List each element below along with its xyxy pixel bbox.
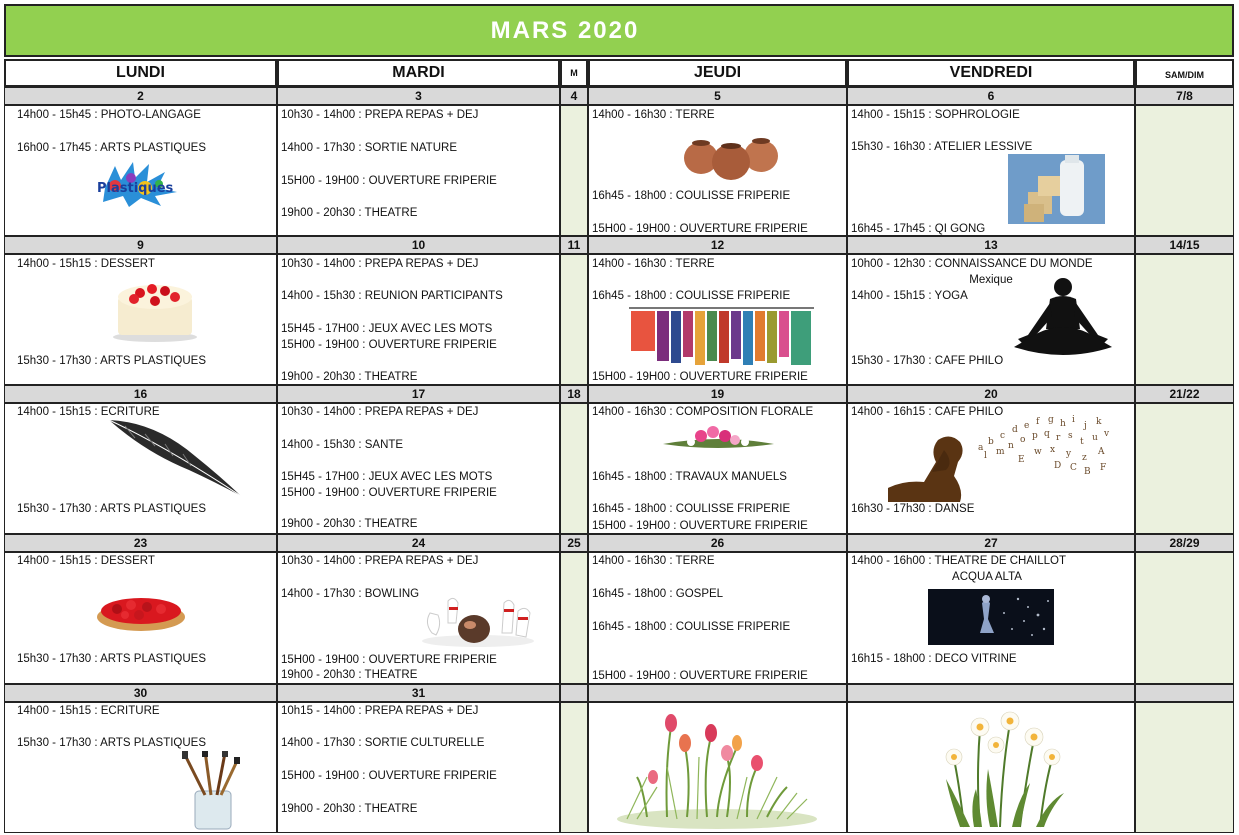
event-note: ACQUA ALTA xyxy=(952,571,1022,583)
paint-splash-logo xyxy=(85,158,185,208)
event: 14h00 - 15h15 : SOPHROLOGIE xyxy=(851,109,1020,121)
event: 15h30 - 17h30 : ARTS PLASTIQUES xyxy=(17,737,207,749)
day-number: 10 xyxy=(277,236,560,254)
day-cell-weekend xyxy=(1135,702,1234,833)
event: 16h30 - 17h30 : DANSE xyxy=(851,503,975,515)
event: 15H00 - 19H00 : OUVERTURE FRIPERIE xyxy=(281,487,497,499)
event: 16h45 - 18h00 : COULISSE FRIPERIE xyxy=(592,503,791,515)
day-cell-weekend xyxy=(1135,105,1234,236)
day-cell-vendredi xyxy=(847,702,1135,833)
event: 19h00 - 20h30 : THEATRE xyxy=(281,518,418,530)
event: 16h45 - 18h00 : COULISSE FRIPERIE xyxy=(592,190,791,202)
day-number: 30 xyxy=(4,684,277,702)
event: 16h45 - 18h00 : COULISSE FRIPERIE xyxy=(592,621,791,633)
flower-arrangement-icon xyxy=(661,422,776,456)
dance-stage-photo-icon xyxy=(928,589,1054,645)
svg-text:n: n xyxy=(1008,441,1014,451)
day-number: 16 xyxy=(4,385,277,403)
strawberry-cake-icon xyxy=(110,277,200,343)
header-lundi: LUNDI xyxy=(4,59,277,87)
day-number: 28/29 xyxy=(1135,534,1234,552)
day-cell-vendredi xyxy=(847,403,1135,534)
day-cell-mercredi xyxy=(560,702,588,833)
svg-text:A: A xyxy=(1098,447,1105,457)
svg-text:s: s xyxy=(1068,431,1073,441)
svg-text:o: o xyxy=(1020,435,1026,445)
calendar-title-bar xyxy=(4,4,1234,57)
svg-text:f: f xyxy=(1036,417,1040,427)
day-number: 20 xyxy=(847,385,1135,403)
day-cell-weekend xyxy=(1135,254,1234,385)
event: 15h30 - 17h30 : CAFE PHILO xyxy=(851,355,1004,367)
day-cell-mercredi xyxy=(560,403,588,534)
svg-text:e: e xyxy=(1024,421,1030,431)
daffodils-icon xyxy=(940,709,1070,829)
day-number: 24 xyxy=(277,534,560,552)
event: 10h30 - 14h00 : PREPA REPAS + DEJ xyxy=(281,406,479,418)
svg-text:w: w xyxy=(1034,447,1042,457)
event: 15H00 - 19H00 : OUVERTURE FRIPERIE xyxy=(592,670,808,682)
day-cell-lundi xyxy=(4,552,277,684)
event: 15H45 - 17H00 : JEUX AVEC LES MOTS xyxy=(281,471,493,483)
day-number: 13 xyxy=(847,236,1135,254)
day-number: 18 xyxy=(560,385,588,403)
event: 15h30 - 17h30 : ARTS PLASTIQUES xyxy=(17,653,207,665)
event: 14h00 - 17h30 : SORTIE CULTURELLE xyxy=(281,737,485,749)
day-cell-weekend xyxy=(1135,552,1234,684)
svg-text:b: b xyxy=(988,437,994,447)
event: 10h00 - 12h30 : CONNAISSANCE DU MONDE xyxy=(851,258,1093,270)
day-cell-jeudi xyxy=(588,403,847,534)
day-number: 26 xyxy=(588,534,847,552)
day-number: 2 xyxy=(4,87,277,105)
day-cell-mardi xyxy=(277,702,560,833)
header-mercredi: M xyxy=(560,59,588,87)
day-number: 17 xyxy=(277,385,560,403)
event: 15H45 - 17H00 : JEUX AVEC LES MOTS xyxy=(281,323,493,335)
day-number: 14/15 xyxy=(1135,236,1234,254)
event: 16h45 - 18h00 : GOSPEL xyxy=(592,588,724,600)
day-number: 11 xyxy=(560,236,588,254)
svg-text:j: j xyxy=(1084,421,1087,431)
day-cell-mardi xyxy=(277,552,560,684)
day-cell-lundi xyxy=(4,105,277,236)
event: 16h00 - 17h45 : ARTS PLASTIQUES xyxy=(17,142,207,154)
day-number xyxy=(847,684,1135,702)
svg-text:E: E xyxy=(1018,455,1025,465)
bowling-pins-icon xyxy=(418,593,544,649)
clay-pots-icon xyxy=(681,134,781,182)
clothes-rack-icon xyxy=(629,305,814,367)
day-cell-jeudi xyxy=(588,254,847,385)
day-number: 27 xyxy=(847,534,1135,552)
event: 15h30 - 17h30 : ARTS PLASTIQUES xyxy=(17,355,207,367)
svg-text:l: l xyxy=(984,451,987,461)
header-mardi: MARDI xyxy=(277,59,560,87)
event: 15h30 - 16h30 : ATELIER LESSIVE xyxy=(851,141,1033,153)
day-number: 5 xyxy=(588,87,847,105)
event: 14h00 - 15h15 : YOGA xyxy=(851,290,968,302)
quill-feather-icon xyxy=(105,416,245,501)
event: 19h00 - 20h30 : THEATRE xyxy=(281,669,418,681)
day-number: 7/8 xyxy=(1135,87,1234,105)
event: 16h45 - 18h00 : TRAVAUX MANUELS xyxy=(592,471,787,483)
event: 10h30 - 14h00 : PREPA REPAS + DEJ xyxy=(281,555,479,567)
day-number: 31 xyxy=(277,684,560,702)
day-cell-jeudi xyxy=(588,552,847,684)
event: 14h00 - 16h30 : TERRE xyxy=(592,109,715,121)
event: 14h00 - 15h45 : PHOTO-LANGAGE xyxy=(17,109,201,121)
day-number xyxy=(588,684,847,702)
event: 10h15 - 14h00 : PREPA REPAS + DEJ xyxy=(281,705,479,717)
svg-text:D: D xyxy=(1054,461,1062,471)
event: 15H00 - 19H00 : OUVERTURE FRIPERIE xyxy=(592,371,808,383)
event: 14h00 - 15h15 : DESSERT xyxy=(17,555,155,567)
event: 16h15 - 18h00 : DECO VITRINE xyxy=(851,653,1017,665)
event: 15H00 - 19H00 : OUVERTURE FRIPERIE xyxy=(281,770,497,782)
event: 14h00 - 16h30 : TERRE xyxy=(592,258,715,270)
calendar-title: MARS 2020 xyxy=(490,16,640,44)
event: 15H00 - 19H00 : OUVERTURE FRIPERIE xyxy=(592,520,808,532)
svg-text:g: g xyxy=(1048,415,1054,425)
event: 15H00 - 19H00 : OUVERTURE FRIPERIE xyxy=(281,175,497,187)
svg-text:d: d xyxy=(1012,425,1018,435)
event: 19h00 - 20h30 : THEATRE xyxy=(281,371,418,383)
event: 14h00 - 15h30 : SANTE xyxy=(281,439,404,451)
day-number xyxy=(1135,684,1234,702)
day-cell-mardi xyxy=(277,403,560,534)
svg-text:q: q xyxy=(1044,429,1050,439)
day-number: 9 xyxy=(4,236,277,254)
day-number: 4 xyxy=(560,87,588,105)
day-cell-weekend xyxy=(1135,403,1234,534)
day-number: 23 xyxy=(4,534,277,552)
milk-bottle-soap-icon xyxy=(1008,154,1105,224)
header-vendredi: VENDREDI xyxy=(847,59,1135,87)
lundi-logo-text: Plastiques xyxy=(97,181,174,196)
event: 14h00 - 16h00 : THEATRE DE CHAILLOT xyxy=(851,555,1066,567)
event: 16h45 - 18h00 : COULISSE FRIPERIE xyxy=(592,290,791,302)
day-cell-vendredi xyxy=(847,254,1135,385)
day-number: 21/22 xyxy=(1135,385,1234,403)
yoga-silhouette-icon xyxy=(1008,277,1118,361)
svg-text:B: B xyxy=(1084,467,1091,477)
header-weekend: SAM/DIM xyxy=(1135,59,1234,87)
day-number: 12 xyxy=(588,236,847,254)
day-number: 19 xyxy=(588,385,847,403)
day-cell-jeudi xyxy=(588,702,847,833)
tulips-grass-icon xyxy=(607,707,827,831)
event: 14h00 - 15h15 : ECRITURE xyxy=(17,406,160,418)
svg-text:m: m xyxy=(996,447,1005,457)
svg-text:F: F xyxy=(1100,463,1107,473)
event-note: Mexique xyxy=(969,274,1013,286)
day-cell-mardi xyxy=(277,105,560,236)
event: 14h00 - 15h15 : ECRITURE xyxy=(17,705,160,717)
day-cell-lundi xyxy=(4,702,277,833)
svg-text:c: c xyxy=(1000,431,1006,441)
event: 15H00 - 19H00 : OUVERTURE FRIPERIE xyxy=(281,654,497,666)
header-jeudi: JEUDI xyxy=(588,59,847,87)
day-cell-vendredi xyxy=(847,552,1135,684)
svg-text:r: r xyxy=(1056,433,1061,443)
event: 15H00 - 19H00 : OUVERTURE FRIPERIE xyxy=(592,223,808,235)
event: 14h00 - 17h30 : BOWLING xyxy=(281,588,420,600)
event: 10h30 - 14h00 : PREPA REPAS + DEJ xyxy=(281,109,479,121)
day-cell-mardi xyxy=(277,254,560,385)
day-number: 3 xyxy=(277,87,560,105)
day-number: 6 xyxy=(847,87,1135,105)
event: 14h00 - 15h30 : REUNION PARTICIPANTS xyxy=(281,290,503,302)
event: 19h00 - 20h30 : THEATRE xyxy=(281,207,418,219)
svg-text:u: u xyxy=(1092,433,1098,443)
event: 14h00 - 16h30 : COMPOSITION FLORALE xyxy=(592,406,814,418)
event: 14h00 - 16h30 : TERRE xyxy=(592,555,715,567)
thinker-letters-icon xyxy=(884,410,1116,502)
svg-text:C: C xyxy=(1070,463,1077,473)
event: 15h30 - 17h30 : ARTS PLASTIQUES xyxy=(17,503,207,515)
day-cell-mercredi xyxy=(560,552,588,684)
event: 14h00 - 17h30 : SORTIE NATURE xyxy=(281,142,457,154)
svg-text:h: h xyxy=(1060,419,1066,429)
day-cell-lundi xyxy=(4,254,277,385)
day-cell-lundi xyxy=(4,403,277,534)
svg-text:x: x xyxy=(1050,445,1056,455)
svg-text:y: y xyxy=(1066,449,1072,459)
event: 19h00 - 20h30 : THEATRE xyxy=(281,803,418,815)
svg-text:t: t xyxy=(1080,437,1084,447)
paintbrushes-jar-icon xyxy=(175,751,245,831)
strawberry-tart-icon xyxy=(95,587,187,635)
event: 16h45 - 17h45 : QI GONG xyxy=(851,223,986,235)
day-number xyxy=(560,684,588,702)
event: 10h30 - 14h00 : PREPA REPAS + DEJ xyxy=(281,258,479,270)
event: 15H00 - 19H00 : OUVERTURE FRIPERIE xyxy=(281,339,497,351)
svg-text:p: p xyxy=(1032,431,1038,441)
svg-text:z: z xyxy=(1082,453,1087,463)
svg-text:i: i xyxy=(1072,415,1075,425)
day-cell-mercredi xyxy=(560,105,588,236)
event: 14h00 - 16h15 : CAFE PHILO xyxy=(851,406,1004,418)
day-cell-jeudi xyxy=(588,105,847,236)
svg-text:v: v xyxy=(1104,429,1110,439)
day-cell-vendredi xyxy=(847,105,1135,236)
day-cell-mercredi xyxy=(560,254,588,385)
svg-text:a: a xyxy=(978,443,984,453)
event: 14h00 - 15h15 : DESSERT xyxy=(17,258,155,270)
day-number: 25 xyxy=(560,534,588,552)
svg-text:k: k xyxy=(1096,417,1102,427)
